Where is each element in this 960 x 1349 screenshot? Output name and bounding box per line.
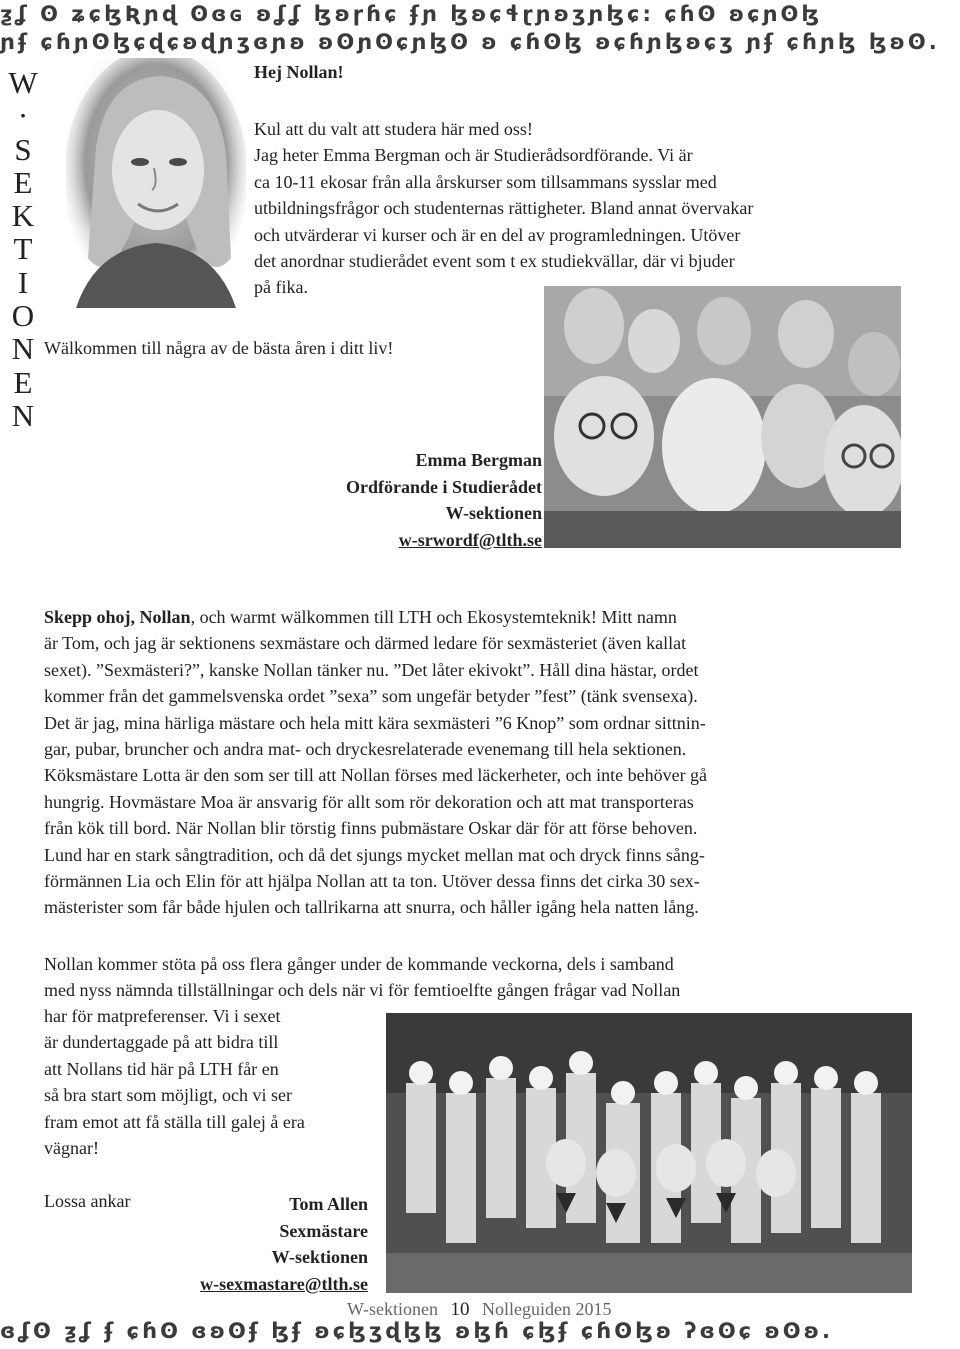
closing-phrase: Lossa ankar (44, 1191, 131, 1211)
paragraph-line (44, 894, 904, 920)
decorative-script-line-top-1: ƺʆ ʘ ʑɕɮƦɲɖ ʘɞɢ ʚʆʆ ɮʚɼɦɕ ʄɲ ɮʚɕɬɽɲʚʒɲɮɕ: ɕɦʘ ʚɕɲʘɮ (0, 2, 823, 26)
intro-line: Kul att du valt att studera här med oss! (254, 119, 533, 139)
line-text: är Tom, och jag är sektionens sexmästare och därmed ledare för sexmästeriet (även kallat (44, 633, 687, 654)
portrait-photo-emma (66, 58, 246, 308)
side-title-letter: E (13, 364, 33, 400)
paragraph-line (44, 762, 904, 788)
intro-line: ca 10-11 ekosar från alla årskurser som tillsammans sysslar med (254, 171, 717, 192)
line-text: kommer från det gammelsvenska ordet ”sexa” som ungefär betyder ”fest” (tänk svensexa). (44, 686, 698, 707)
vertical-section-title (6, 66, 40, 432)
line-text: från kök till bord. När Nollan blir törstig finns pubmästare Oskar där för att förse behoven. (44, 818, 698, 839)
bold-lead-in: Skepp ohoj, Nollan (44, 607, 191, 627)
side-title-letter: S (14, 131, 32, 167)
side-title-letter: I (17, 264, 29, 300)
line-text: gar, pubar, bruncher och andra mat- och dryckesrelaterade evenemang till hela sektionen. (44, 739, 687, 760)
paragraph-line: är dundertaggade på att bidra till (44, 1032, 279, 1053)
group-selfie-photo (544, 286, 901, 548)
intro-line: utbildningsfrågor och studenternas rättigheter. Bland annat övervakar (254, 198, 754, 219)
second-paragraph-full-width (44, 951, 904, 1004)
paragraph-line (44, 868, 904, 894)
paragraph-line (44, 683, 904, 709)
paragraph-line (44, 604, 904, 630)
footer-publication-name: Nolleguiden 2015 (482, 1299, 612, 1319)
page-number: 10 (450, 1299, 470, 1320)
intro-paragraph (254, 116, 894, 301)
side-title-letter: N (11, 331, 35, 367)
paragraph-line: att Nollans tid här på LTH får en (44, 1058, 279, 1079)
line-text: Lund har en stark sångtradition, och då det sjungs mycket mellan mat och dryck finns sång- (44, 844, 705, 865)
paragraph-line: vägnar! (44, 1138, 99, 1159)
paragraph-line: med nyss nämnda tillställningar och dels när vi för femtioelfte gången frågar vad Nollan (44, 980, 681, 1001)
signature-org: W-sektionen (445, 503, 542, 523)
paragraph-line (44, 815, 904, 841)
paragraph-line (44, 657, 904, 683)
paragraph-line (44, 789, 904, 815)
line-text: förmännen Lia och Elin för att hjälpa Nollan att ta ton. Utöver dessa finns det cirka 30 sex- (44, 871, 700, 892)
welcome-line: Wälkommen till några av de bästa åren i ditt liv! (44, 338, 394, 358)
sexmastare-paragraph (44, 604, 904, 921)
side-title-letter: E (13, 164, 33, 200)
side-title-letter: O (11, 298, 35, 334)
line-text: Köksmästare Lotta är den som ser till att Nollan förses med läckerheter, och inte behöver gå (44, 765, 708, 786)
paragraph-line: har för matpreferenser. Vi i sexet (44, 1006, 281, 1026)
signature-email-link[interactable]: w-sexmastare@tlth.se (200, 1273, 368, 1294)
paragraph-line: Nollan kommer stöta på oss flera gånger under de kommande veckorna, dels i samband (44, 954, 674, 974)
greeting-heading: Hej Nollan! (254, 62, 344, 82)
paragraph-line (44, 710, 904, 736)
side-title-letter: T (13, 231, 33, 267)
signature-role: Ordförande i Studierådet (346, 476, 542, 497)
decorative-script-line-top-2: ɲʄ ɕɦɲʘɮɕɖɕʚɖɲʒɞɲʚ ʚʘɲʘɕɲɮʘ ʚ ɕɦʘɮ ʚɕɦɲɮʚɕʒ ɲʄ ɕɦɲɮ ɮʚʘ. (0, 30, 940, 54)
signature-role: Sexmästare (279, 1220, 368, 1241)
intro-line: det anordnar studierådet event som t ex studiekvällar, där vi bjuder (254, 251, 735, 272)
intro-line: på fika. (254, 277, 308, 298)
group-selfie-illustration (544, 286, 901, 548)
line-text: sexet). ”Sexmästeri?”, kanske Nollan tänker nu. ”Det låter ekivokt”. Håll dina hästar, ordet (44, 659, 699, 680)
line-text: mästerister som får både hjulen och tallrikarna att snurra, och håller igång hela natten lång. (44, 897, 699, 918)
portrait-illustration (66, 58, 246, 308)
paragraph-line (44, 630, 904, 656)
line-text: Det är jag, mina härliga mästare och hela mitt kära sexmästeri ”6 Knop” som ordnar sittnin- (44, 712, 706, 733)
footer-section-name: W-sektionen (347, 1299, 438, 1319)
side-title-letter: W (8, 65, 38, 100)
page-footer (0, 1299, 960, 1321)
paragraph-line: fram emot att få ställa till galej å era (44, 1111, 305, 1132)
side-title-letter: K (11, 198, 35, 234)
group-sailor-photo (386, 1013, 912, 1293)
side-title-letter: N (11, 397, 35, 433)
paragraph-line: så bra start som möjligt, och vi ser (44, 1085, 292, 1106)
line-text: hungrig. Hovmästare Moa är ansvarig för allt som rör dekoration och att mat transporteras (44, 791, 694, 812)
decorative-script-line-bottom: ɞʆʘ ƺʆ ʄ ɕɦʘ ɞʚʘʄ ɮʄ ʚɕɮʒɖɮɮ ʚɮɦ ɕɮʄ ɕɦʘɮʚ ʔɞʘɕ ʚʘʚ. (0, 1319, 833, 1343)
second-paragraph-narrow (44, 1003, 384, 1161)
signature-tom (150, 1191, 368, 1297)
intro-line: och utvärderar vi kurser och är en del av programledningen. Utöver (254, 224, 741, 245)
side-title-letter: · (17, 98, 29, 134)
signature-name: Tom Allen (289, 1194, 368, 1214)
paragraph-line (44, 736, 904, 762)
signature-name: Emma Bergman (415, 450, 542, 470)
signature-org: W-sektionen (271, 1247, 368, 1267)
line-text: , och warmt wälkommen till LTH och Ekosystemteknik! Mitt namn (190, 607, 677, 627)
signature-emma (250, 447, 542, 553)
group-sailor-illustration (386, 1013, 912, 1293)
signature-email-link[interactable]: w-srwordf@tlth.se (398, 529, 542, 550)
paragraph-line (44, 842, 904, 868)
intro-line: Jag heter Emma Bergman och är Studierådsordförande. Vi är (254, 145, 693, 166)
